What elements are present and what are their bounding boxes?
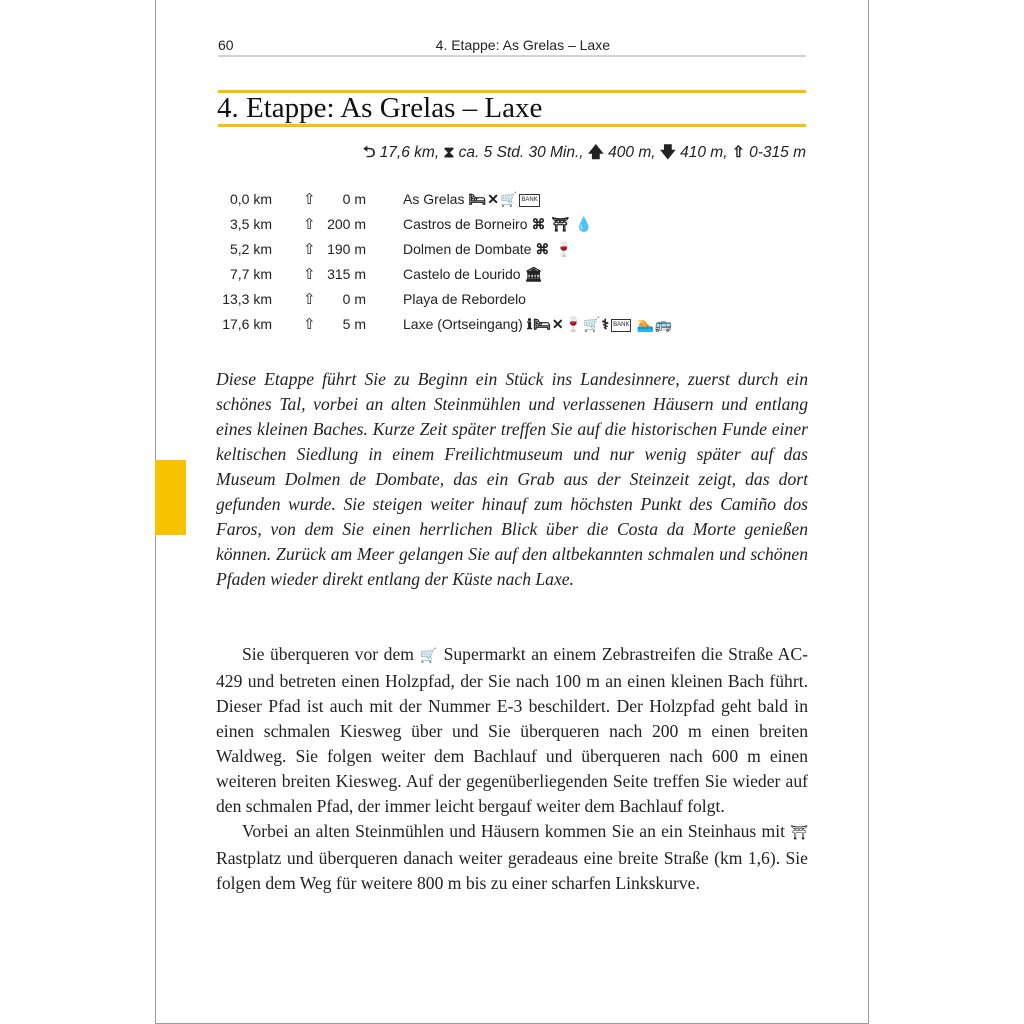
- distance-value: 17,6 km,: [379, 144, 440, 161]
- place-name: Playa de Rebordelo: [403, 291, 526, 307]
- route-km: 13,3 km: [222, 291, 272, 307]
- route-km: 0,0 km: [229, 191, 272, 207]
- altitude-arrow-icon: ⇧: [303, 241, 316, 258]
- route-row: [218, 241, 806, 266]
- amenity-icons: ⌘ 🍷: [535, 241, 574, 257]
- route-km: 3,5 km: [229, 216, 272, 232]
- ascent-arrow-icon: 🡅: [587, 144, 604, 161]
- route-altitude: 200 m: [327, 216, 366, 232]
- altitude-arrow-icon: ⇧: [303, 191, 316, 208]
- amenity-icons: ⌘ ⛩ 💧: [531, 216, 594, 232]
- page-title: 4. Etappe: As Grelas – Laxe: [217, 92, 543, 124]
- route-altitude: 190 m: [327, 241, 366, 257]
- route-place: [403, 266, 543, 283]
- altitude-arrow-icon: ⇧: [303, 316, 316, 333]
- header-rule: [218, 55, 806, 57]
- bank-icon: BANK: [519, 194, 539, 207]
- route-place: [403, 191, 541, 208]
- descent-value: 410 m,: [680, 144, 728, 161]
- place-name: Laxe (Ortseingang): [403, 316, 523, 332]
- route-place: [403, 241, 574, 258]
- stage-intro: Diese Etappe führt Sie zu Beginn ein Stück ins Landesinnere, zuerst durch ein schönes Tal, vorbei an alten Steinmühlen und verlassenen Häusern und entlang eines kleinen Baches. Kurze Zeit später treffen Sie auf die historischen Funde einer keltischen Siedlung in einem Freilichtmuseum und nur wenig später auf das Museum Dolmen de Dombate, das ein Grab aus der Steinzeit zeigt, das dort gefunden wurde. Sie steigen weiter hinauf zum höchsten Punkt des Camiño dos Faros, von dem Sie einen herrlichen Blick über die Costa da Morte genießen können. Zurück am Meer gelangen Sie auf den altbekannten schmalen und schönen Pfaden wieder direkt entlang der Küste nach Laxe.: [216, 369, 808, 589]
- route-row: [218, 316, 806, 341]
- route-altitude: 5 m: [342, 316, 366, 332]
- supermarket-icon: 🛒: [419, 648, 439, 664]
- running-header: [218, 37, 806, 55]
- amenity-icons: 🏛: [524, 266, 544, 282]
- page-number: 60: [218, 37, 234, 53]
- altitude-arrow-icon: ⇧: [303, 216, 316, 233]
- paragraph: [216, 642, 808, 819]
- chapter-tab-marker: [155, 460, 186, 535]
- stage-stats: [302, 140, 806, 167]
- altitude-arrow-icon: ⇧: [303, 291, 316, 308]
- route-row: [218, 191, 806, 216]
- route-description: [216, 642, 808, 896]
- place-name: Castelo de Lourido: [403, 266, 521, 282]
- route-row: [218, 216, 806, 241]
- route-table: [218, 191, 806, 341]
- route-altitude: 315 m: [327, 266, 366, 282]
- route-row: [218, 291, 806, 316]
- paragraph-text: Supermarkt an einem Zebrastreifen die Straße AC-429 und betreten einen Holzpfad, der Sie nach 100 m an einen kleinen Bach führt. Dieser Pfad ist auch mit der Nummer E-3 beschildert. Der Holzpfad geht bald in einen schmalen Kiesweg über und Sie überqueren nach 200 m einen breiten Waldweg. Sie folgen weiter dem Bachlauf und überqueren nach 600 m einen weiteren breiten Kiesweg. Auf der gegenüberliegenden Seite treffen Sie wieder auf den schmalen Pfad, der immer leicht bergauf weiter dem Bachlauf folgt.: [216, 644, 808, 816]
- ascent-value: 400 m,: [608, 144, 656, 161]
- distance-icon: ⮌: [362, 144, 376, 161]
- title-bottom-rule: [218, 124, 806, 127]
- route-place: [403, 291, 526, 307]
- altitude-arrow-icon: ⇧: [303, 266, 316, 283]
- place-name: Castros de Borneiro: [403, 216, 528, 232]
- route-altitude: 0 m: [342, 291, 366, 307]
- picnic-table-icon: ⛩: [790, 825, 809, 841]
- altitude-range: 0-315 m: [749, 144, 806, 161]
- altitude-arrow-icon: ⇧: [731, 144, 745, 161]
- route-row: [218, 266, 806, 291]
- hourglass-icon: ⧗: [443, 144, 455, 161]
- route-km: 17,6 km: [222, 316, 272, 332]
- route-altitude: 0 m: [342, 191, 366, 207]
- descent-arrow-icon: 🡇: [659, 144, 676, 161]
- route-place: [403, 316, 673, 333]
- amenity-icons: ℹ🛏✕🍷🛒⚕: [526, 316, 611, 332]
- route-km: 7,7 km: [229, 266, 272, 282]
- route-place: [403, 216, 594, 233]
- running-title: 4. Etappe: As Grelas – Laxe: [435, 37, 610, 53]
- place-name: Dolmen de Dombate: [403, 241, 532, 257]
- paragraph: [216, 819, 808, 896]
- paragraph-text: Rastplatz und überqueren danach weiter geradeaus eine breite Straße (km 1,6). Sie folgen dem Weg für weitere 800 m bis zu einer scharfen Linkskurve.: [216, 848, 808, 893]
- paragraph-text: Sie überqueren vor dem: [242, 644, 414, 664]
- paragraph-text: Vorbei an alten Steinmühlen und Häusern kommen Sie an ein Steinhaus mit: [242, 821, 785, 841]
- route-km: 5,2 km: [229, 241, 272, 257]
- time-value: ca. 5 Std. 30 Min.,: [458, 144, 584, 161]
- bank-icon: BANK: [611, 319, 631, 332]
- amenity-icons: 🛏✕🛒: [468, 191, 519, 207]
- swim-bus-icons: 🏊🚌: [636, 316, 674, 332]
- place-name: As Grelas: [403, 191, 465, 207]
